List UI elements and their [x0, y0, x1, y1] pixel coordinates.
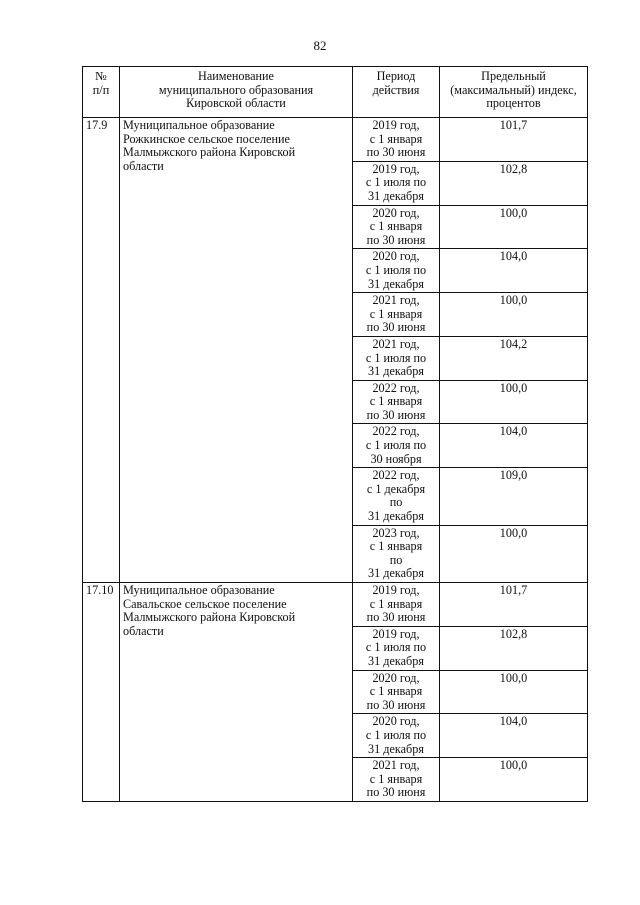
municipality-name: Муниципальное образование Рожкинское сельское поселение Малмыжского района Кировской области: [120, 118, 353, 583]
period-cell: 2021 год, с 1 июля по 31 декабря: [353, 336, 440, 380]
index-cell: 100,0: [440, 758, 588, 802]
period-cell: 2020 год, с 1 июля по 31 декабря: [353, 249, 440, 293]
index-cell: 101,7: [440, 583, 588, 627]
index-cell: 100,0: [440, 525, 588, 582]
period-cell: 2020 год, с 1 января по 30 июня: [353, 670, 440, 714]
row-number: 17.10: [83, 583, 120, 802]
index-cell: 109,0: [440, 468, 588, 525]
index-cell: 100,0: [440, 380, 588, 424]
period-cell: 2019 год, с 1 января по 30 июня: [353, 118, 440, 162]
index-cell: 104,2: [440, 336, 588, 380]
period-cell: 2020 год, с 1 января по 30 июня: [353, 205, 440, 249]
index-cell: 104,0: [440, 714, 588, 758]
index-cell: 104,0: [440, 424, 588, 468]
index-cell: 102,8: [440, 161, 588, 205]
period-cell: 2022 год, с 1 декабря по 31 декабря: [353, 468, 440, 525]
table-header-row: [83, 67, 588, 118]
header-index: Предельный (максимальный) индекс, процентов: [440, 67, 588, 118]
index-cell: 104,0: [440, 249, 588, 293]
period-cell: 2019 год, с 1 июля по 31 декабря: [353, 161, 440, 205]
index-cell: 102,8: [440, 626, 588, 670]
tariff-index-table: [82, 66, 588, 802]
header-period: Период действия: [353, 67, 440, 118]
period-cell: 2023 год, с 1 января по 31 декабря: [353, 525, 440, 582]
index-cell: 100,0: [440, 293, 588, 337]
period-cell: 2019 год, с 1 января по 30 июня: [353, 583, 440, 627]
municipality-name: Муниципальное образование Савальское сельское поселение Малмыжского района Кировской области: [120, 583, 353, 802]
header-name: Наименование муниципального образования Кировской области: [120, 67, 353, 118]
index-cell: 101,7: [440, 118, 588, 162]
page-number: 82: [313, 38, 327, 53]
table-row: [83, 118, 588, 162]
table-body: [83, 118, 588, 802]
row-number: 17.9: [83, 118, 120, 583]
index-cell: 100,0: [440, 205, 588, 249]
period-cell: 2021 год, с 1 января по 30 июня: [353, 758, 440, 802]
period-cell: 2020 год, с 1 июля по 31 декабря: [353, 714, 440, 758]
header-num: № п/п: [83, 67, 120, 118]
period-cell: 2022 год, с 1 июля по 30 ноября: [353, 424, 440, 468]
period-cell: 2021 год, с 1 января по 30 июня: [353, 293, 440, 337]
index-cell: 100,0: [440, 670, 588, 714]
period-cell: 2019 год, с 1 июля по 31 декабря: [353, 626, 440, 670]
period-cell: 2022 год, с 1 января по 30 июня: [353, 380, 440, 424]
table-row: [83, 583, 588, 627]
